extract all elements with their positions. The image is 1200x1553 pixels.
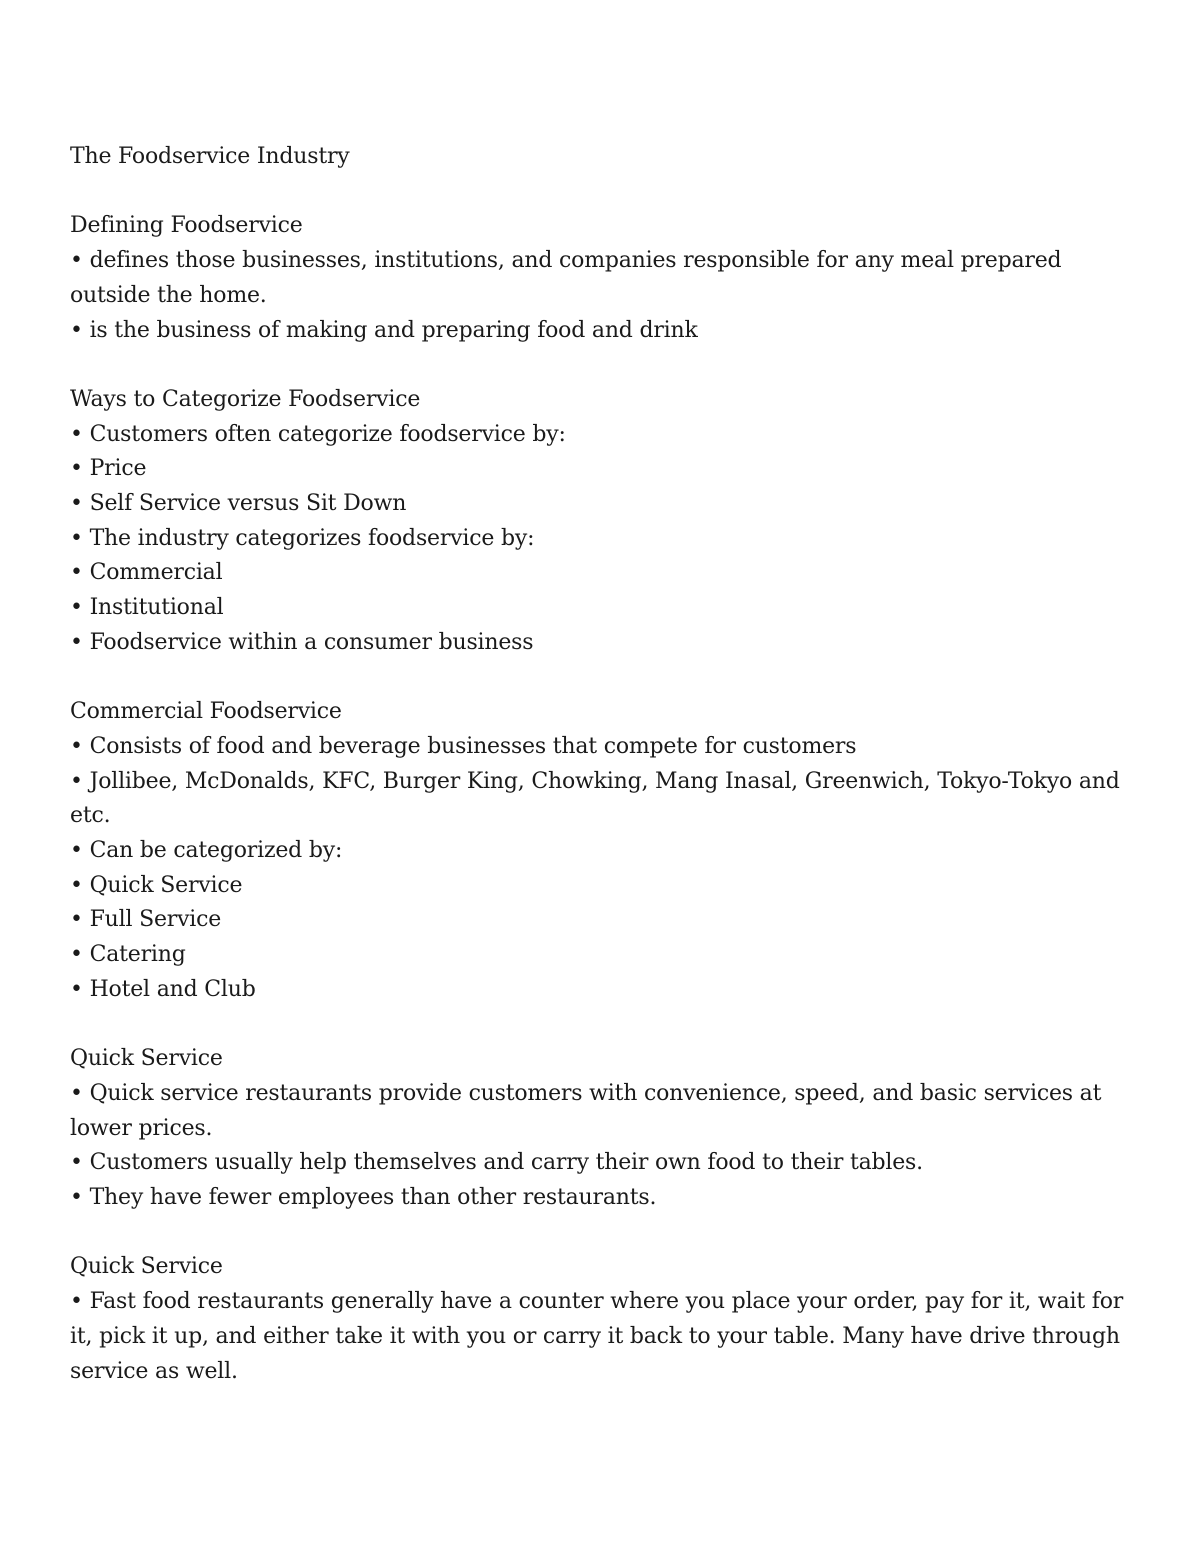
bullet-item: • Foodservice within a consumer business: [70, 629, 534, 655]
document-title: The Foodservice Industry: [70, 144, 350, 169]
bullet-item: • Consists of food and beverage businesses that compete for customers: [70, 733, 857, 759]
bullet-item: • defines those businesses, institutions, and companies responsible for any meal prepared outside the home.: [70, 248, 1062, 308]
section-heading: Quick Service: [70, 1254, 223, 1280]
bullet-item: • Full Service: [70, 907, 222, 933]
bullet-item: • Price: [70, 456, 147, 482]
section-heading: Defining Foodservice: [70, 213, 303, 239]
section-quick-service-1: [70, 1042, 1130, 1216]
bullet-item: • is the business of making and preparing food and drink: [70, 317, 698, 343]
spacer: [70, 661, 1130, 696]
bullet-item: • Hotel and Club: [70, 976, 256, 1002]
section-quick-service-2: [70, 1250, 1130, 1389]
bullet-item: • Can be categorized by:: [70, 838, 343, 864]
bullet-item: • Jollibee, McDonalds, KFC, Burger King, Chowking, Mang Inasal, Greenwich, Tokyo-Tokyo and etc.: [70, 768, 1120, 829]
section-commercial-foodservice: [70, 695, 1130, 1007]
bullet-item: • Commercial: [70, 560, 223, 586]
bullet-item: • Customers usually help themselves and carry their own food to their tables.: [70, 1150, 923, 1176]
bullet-item: • Fast food restaurants generally have a counter where you place your order, pay for it, wait for it, pick it up, and either take it with you or carry it back to your table. Many have drive through service as well.: [70, 1289, 1124, 1384]
bullet-item: • Quick Service: [70, 872, 243, 898]
section-heading: Ways to Categorize Foodservice: [70, 386, 421, 412]
section-defining-foodservice: [70, 209, 1130, 348]
spacer: [70, 175, 1130, 210]
bullet-item: • The industry categorizes foodservice by:: [70, 525, 535, 551]
document-page: [70, 140, 1130, 1389]
section-heading: Commercial Foodservice: [70, 699, 342, 725]
bullet-item: • Quick service restaurants provide customers with convenience, speed, and basic services at lower prices.: [70, 1080, 1102, 1141]
bullet-item: • Customers often categorize foodservice by:: [70, 421, 566, 447]
spacer: [70, 1008, 1130, 1043]
spacer: [70, 1216, 1130, 1251]
section-heading: Quick Service: [70, 1046, 223, 1072]
bullet-item: • Catering: [70, 942, 186, 968]
bullet-item: • Self Service versus Sit Down: [70, 491, 407, 516]
spacer: [70, 348, 1130, 383]
section-ways-to-categorize: [70, 383, 1130, 661]
bullet-item: • Institutional: [70, 595, 224, 621]
bullet-item: • They have fewer employees than other restaurants.: [70, 1185, 657, 1211]
